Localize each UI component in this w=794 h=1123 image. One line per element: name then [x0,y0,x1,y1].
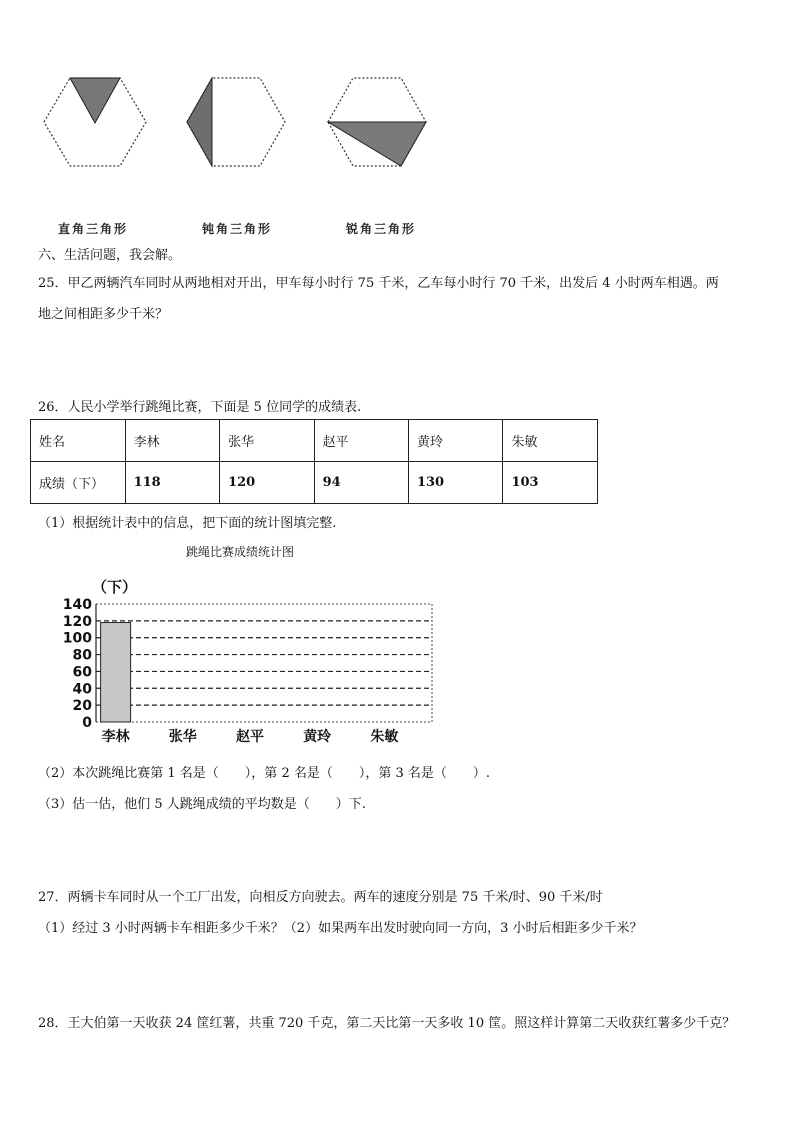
table-cell: 赵平 [314,420,408,462]
table-cell: 张华 [220,420,314,462]
q26-intro: 26．人民小学举行跳绳比赛，下面是 5 位同学的成绩表. [38,400,362,415]
table-cell: 103 [503,462,598,504]
y-tick-label: 20 [72,698,92,715]
q26-part2: （2）本次跳绳比赛第 1 名是（ ），第 2 名是（ ），第 3 名是（ ）. [38,766,491,781]
q27-line1: 27．两辆卡车同时从一个工厂出发，向相反方向驶去。两车的速度分别是 75 千米/时、90 千米/时 [38,890,603,905]
table-cell: 118 [125,462,219,504]
y-tick-label: 120 [62,613,92,630]
caption-acute-triangle: 锐角三角形 [346,222,417,236]
table-row-scores [31,462,598,504]
score-table [30,419,598,504]
plot-frame [96,604,432,722]
hexagon-acute-triangle-figure [326,76,428,168]
table-cell: 黄玲 [408,420,502,462]
x-category-label: 张华 [168,729,197,745]
q25-line1: 25．甲乙两辆汽车同时从两地相对开出，甲车每小时行 75 千米，乙车每小时行 70 千米，出发后 4 小时两车相遇。两 [38,276,719,291]
table-cell: 姓名 [31,420,126,462]
table-cell: 130 [408,462,502,504]
x-category-label: 黄玲 [303,729,332,745]
section-heading: 六、生活问题，我会解。 [38,248,182,263]
bar-chart [60,572,460,750]
shaded-acute-triangle [328,122,426,166]
y-tick-label: 100 [62,630,92,647]
q26-part1: （1）根据统计表中的信息，把下面的统计图填完整. [38,516,337,531]
bar [101,623,131,722]
y-tick-label: 0 [82,715,92,731]
table-cell: 朱敏 [503,420,598,462]
y-tick-label: 60 [72,664,92,681]
x-category-label: 赵平 [236,729,264,745]
hexagon-obtuse-triangle-figure [185,76,287,168]
hexagon-right-triangle-figure [42,76,148,168]
y-tick-label: 40 [72,681,92,698]
table-cell: 李林 [125,420,219,462]
y-tick-label: 80 [72,647,92,664]
q28-line1: 28．王大伯第一天收获 24 筐红薯，共重 720 千克，第二天比第一天多收 10 筐。照这样计算第二天收获红薯多少千克？ [38,1016,736,1031]
caption-obtuse-triangle: 钝角三角形 [202,222,273,236]
caption-right-triangle: 直角三角形 [58,222,129,236]
x-category-label: 李林 [101,729,130,745]
table-cell: 94 [314,462,408,504]
table-row-header [31,420,598,462]
shaded-obtuse-triangle [187,78,212,166]
x-category-label: 朱敏 [370,729,399,745]
table-cell: 120 [220,462,314,504]
q26-part3: （3）估一估，他们 5 人跳绳成绩的平均数是（ ）下. [38,797,366,812]
q27-line2: （1）经过 3 小时两辆卡车相距多少千米？（2）如果两车出发时驶向同一方向，3 小时后相距多少千米？ [38,921,643,936]
shaded-right-triangle [70,78,120,123]
q25-line2: 地之间相距多少千米？ [38,307,169,322]
y-tick-label: 140 [62,597,92,613]
chart-title: 跳绳比赛成绩统计图 [186,545,295,559]
table-cell: 成绩（下） [31,462,126,504]
y-axis-unit-label: （下） [92,578,138,596]
